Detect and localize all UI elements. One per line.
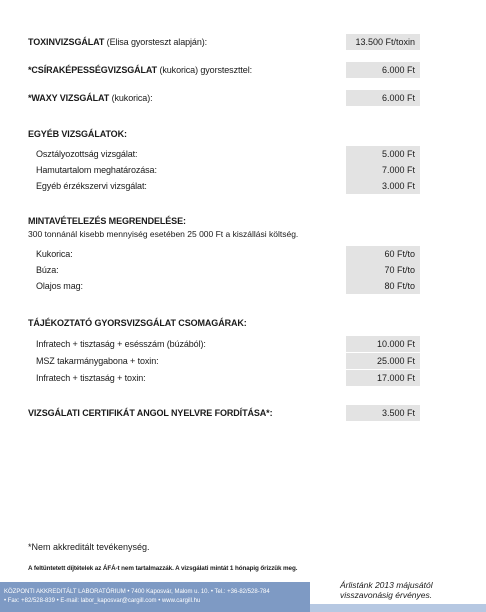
row-hamutartalom xyxy=(0,162,486,178)
row-erzekszervi xyxy=(0,178,486,194)
row-label: Osztályozottság vizsgálat: xyxy=(36,149,138,159)
price-cell: 3.500 Ft xyxy=(346,405,420,421)
row-kukorica xyxy=(0,246,486,262)
row-olajos-mag xyxy=(0,278,486,294)
row-infratech-toxin xyxy=(0,370,486,386)
section-heading-csomagarak: TÁJÉKOZTATÓ GYORSVIZSGÁLAT CSOMAGÁRAK: xyxy=(28,318,247,328)
price-cell: 6.000 Ft xyxy=(346,90,420,106)
price-cell: 6.000 Ft xyxy=(346,62,420,78)
footer-accent-strip xyxy=(310,604,486,612)
row-infratech-esesszam xyxy=(0,336,486,352)
row-label: MSZ takarmánygabona + toxin: xyxy=(36,356,159,366)
retention-note: A feltüntetett díjtételek az ÁFÁ-t nem tartalmazzák. A vizsgálati mintát 1 hónapig őrizzük meg. xyxy=(28,565,298,572)
row-label: VIZSGÁLATI CERTIFIKÁT ANGOL NYELVRE FORDÍTÁSA*: xyxy=(28,408,273,418)
accreditation-footnote: *Nem akkreditált tevékenység. xyxy=(28,542,150,552)
row-label: *WAXY VIZSGÁLAT (kukorica): xyxy=(28,93,153,103)
validity-line-1: Árlistánk 2013 májusától xyxy=(340,580,433,590)
row-osztalyozottsag xyxy=(0,146,486,162)
price-cell: 3.000 Ft xyxy=(346,178,420,194)
footer-address-line: KÖZPONTI AKKREDITÁLT LABORATÓRIUM • 7400 Kaposvár, Malom u. 10. • Tel.: +36-82/528-784 xyxy=(4,589,270,595)
price-cell: 17.000 Ft xyxy=(346,370,420,386)
row-certifikat xyxy=(0,405,486,421)
price-cell: 70 Ft/to xyxy=(346,262,420,278)
footer-contact-line: • Fax: +82/528-839 • E-mail: labor_kaposvar@cargill.com • www.cargill.hu xyxy=(4,598,201,604)
price-cell: 80 Ft/to xyxy=(346,278,420,294)
section-heading-mintavetelezes: MINTAVÉTELEZÉS MEGRENDELÉSE: xyxy=(28,216,186,226)
price-cell: 60 Ft/to xyxy=(346,246,420,262)
validity-note xyxy=(340,580,433,600)
price-cell: 10.000 Ft xyxy=(346,336,420,352)
row-waxy xyxy=(0,90,486,106)
footer-contact-bar xyxy=(0,582,310,612)
row-toxin xyxy=(0,34,486,50)
row-msz-takarmany xyxy=(0,353,486,369)
row-label: Kukorica: xyxy=(36,249,73,259)
section-heading-egyeb: EGYÉB VIZSGÁLATOK: xyxy=(28,129,127,139)
mintavetel-note: 300 tonnánál kisebb mennyiség esetében 25 000 Ft a kiszállási költség. xyxy=(28,229,299,239)
row-label: Búza: xyxy=(36,265,59,275)
row-label: Infratech + tisztaság + toxin: xyxy=(36,373,146,383)
price-cell: 25.000 Ft xyxy=(346,353,420,369)
row-label: Infratech + tisztaság + esésszám (búzából): xyxy=(36,339,206,349)
row-csirakepesseg xyxy=(0,62,486,78)
price-cell: 7.000 Ft xyxy=(346,162,420,178)
price-cell: 5.000 Ft xyxy=(346,146,420,162)
row-label: Egyéb érzékszervi vizsgálat: xyxy=(36,181,147,191)
row-label: Hamutartalom meghatározása: xyxy=(36,165,157,175)
price-cell: 13.500 Ft/toxin xyxy=(346,34,420,50)
row-label: *CSÍRAKÉPESSÉGVIZSGÁLAT (kukorica) gyorsteszttel: xyxy=(28,65,252,75)
row-buza xyxy=(0,262,486,278)
row-label: Olajos mag: xyxy=(36,281,83,291)
row-label: TOXINVIZSGÁLAT (Elisa gyorsteszt alapján): xyxy=(28,37,208,47)
validity-line-2: visszavonásig érvényes. xyxy=(340,590,433,600)
